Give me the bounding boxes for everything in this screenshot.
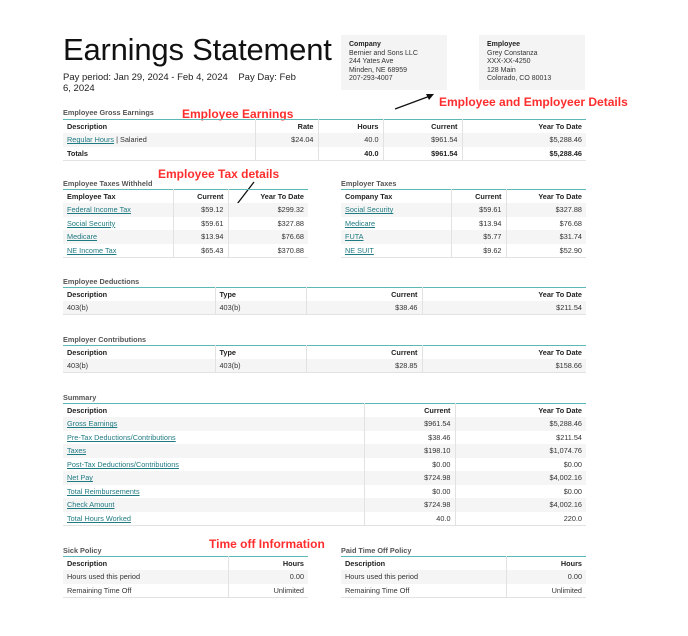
ne-suit-link[interactable]: NE SUIT xyxy=(345,245,374,255)
employee-taxes-table: Employee Tax Current Year To Date Federal Income Tax $59.12 $299.32 Social Security $59.61 $327.88 Medicare $13.94 $76.68 NE Income Tax $65.43 $370.88 xyxy=(63,189,308,258)
pto-policy-label: Paid Time Off Policy xyxy=(341,546,412,555)
company-heading: Company xyxy=(349,41,381,48)
federal-income-tax-link[interactable]: Federal Income Tax xyxy=(67,205,131,215)
table-row: Taxes $198.10 $1,074.76 xyxy=(63,444,586,458)
company-address1: 244 Yates Ave xyxy=(349,58,394,65)
employee-ssn: XXX-XX-4250 xyxy=(487,58,531,65)
gross-earnings-link[interactable]: Gross Earnings xyxy=(67,419,118,429)
table-row: Hours used this period 0.00 xyxy=(341,570,586,584)
pay-period-info xyxy=(63,72,303,94)
table-row: Medicare $13.94 $76.68 xyxy=(341,217,586,231)
table-row: Social Security $59.61 $327.88 xyxy=(63,217,308,231)
table-row: Federal Income Tax $59.12 $299.32 xyxy=(63,203,308,217)
pay-period: Pay period: Jan 29, 2024 - Feb 4, 2024 xyxy=(63,72,228,83)
table-row: Total Reimbursements $0.00 $0.00 xyxy=(63,485,586,499)
totals-row: Totals 40.0 $961.54 $5,288.46 xyxy=(63,147,586,161)
col-current: Current xyxy=(383,120,462,134)
col-ytd: Year To Date xyxy=(462,120,586,134)
pto-policy-table: Description Hours Hours used this period 0.00 Remaining Time Off Unlimited xyxy=(341,556,586,598)
table-row: Social Security $59.61 $327.88 xyxy=(341,203,586,217)
table-row: Hours used this period 0.00 xyxy=(63,570,308,584)
employee-taxes-label: Employee Taxes Withheld xyxy=(63,179,153,188)
employee-info-box xyxy=(479,35,585,90)
employee-address1: 128 Main xyxy=(487,66,516,74)
table-row: Net Pay $724.98 $4,002.16 xyxy=(63,471,586,485)
arrow-icon xyxy=(392,92,438,112)
table-row: Medicare $13.94 $76.68 xyxy=(63,230,308,244)
pre-tax-deductions-link[interactable]: Pre-Tax Deductions/Contributions xyxy=(67,432,176,442)
annotation-timeoff: Time off Information xyxy=(209,537,325,551)
futa-link[interactable]: FUTA xyxy=(345,232,364,242)
summary-label: Summary xyxy=(63,393,97,402)
taxes-link[interactable]: Taxes xyxy=(67,446,87,456)
employer-social-security-link[interactable]: Social Security xyxy=(345,205,394,215)
col-hours: Hours xyxy=(318,120,383,134)
total-hours-worked-link[interactable]: Total Hours Worked xyxy=(67,513,131,523)
company-address2: Minden, NE 68959 xyxy=(349,66,407,74)
table-row: Total Hours Worked 40.0 220.0 xyxy=(63,512,586,526)
employee-address2: Colorado, CO 80013 xyxy=(487,75,552,82)
company-phone: 207-293-4007 xyxy=(349,75,393,82)
net-pay-link[interactable]: Net Pay xyxy=(67,473,93,483)
annotation-earnings: Employee Earnings xyxy=(182,107,294,121)
contributions-table: Description Type Current Year To Date 403(b) 403(b) $28.85 $158.66 xyxy=(63,345,586,373)
employer-taxes-label: Employer Taxes xyxy=(341,179,397,188)
employee-name: Grey Constanza xyxy=(487,49,538,57)
table-row: Gross Earnings $961.54 $5,288.46 xyxy=(63,417,586,431)
table-row: 403(b) 403(b) $28.85 $158.66 xyxy=(63,359,586,373)
ne-income-tax-link[interactable]: NE Income Tax xyxy=(67,245,117,255)
regular-hours-link[interactable]: Regular Hours xyxy=(67,135,115,145)
table-row: Post-Tax Deductions/Contributions $0.00 $0.00 xyxy=(63,458,586,472)
employee-heading: Employee xyxy=(487,41,521,48)
deductions-label: Employee Deductions xyxy=(63,277,140,286)
deductions-table: Description Type Current Year To Date 403(b) 403(b) $38.46 $211.54 xyxy=(63,287,586,315)
post-tax-deductions-link[interactable]: Post-Tax Deductions/Contributions xyxy=(67,459,179,469)
table-row: 403(b) 403(b) $38.46 $211.54 xyxy=(63,301,586,315)
social-security-link[interactable]: Social Security xyxy=(67,218,116,228)
table-row: Check Amount $724.98 $4,002.16 xyxy=(63,498,586,512)
employer-medicare-link[interactable]: Medicare xyxy=(345,218,376,228)
check-amount-link[interactable]: Check Amount xyxy=(67,500,115,510)
pay-day: Pay Day: Feb 6, 2024 xyxy=(63,72,296,94)
sick-policy-label: Sick Policy xyxy=(63,546,102,555)
total-reimbursements-link[interactable]: Total Reimbursements xyxy=(67,486,140,496)
sick-policy-table: Description Hours Hours used this period 0.00 Remaining Time Off Unlimited xyxy=(63,556,308,598)
col-rate: Rate xyxy=(255,120,318,134)
medicare-link[interactable]: Medicare xyxy=(67,232,98,242)
table-row: Remaining Time Off Unlimited xyxy=(341,584,586,598)
annotation-details: Employee and Employeer Details xyxy=(439,95,628,109)
company-info-box xyxy=(341,35,447,90)
gross-earnings-label: Employee Gross Earnings xyxy=(63,108,154,117)
table-row: FUTA $5.77 $31.74 xyxy=(341,230,586,244)
col-description: Description xyxy=(67,122,108,131)
company-name: Bernier and Sons LLC xyxy=(349,49,418,57)
table-row: Regular Hours | Salaried $24.04 40.0 $961.54 $5,288.46 xyxy=(63,133,586,147)
contributions-label: Employer Contributions xyxy=(63,335,147,344)
employer-taxes-table: Company Tax Current Year To Date Social Security $59.61 $327.88 Medicare $13.94 $76.68 FUTA $5.77 $31.74 NE SUIT $9.62 $52.90 xyxy=(341,189,586,258)
table-row: NE Income Tax $65.43 $370.88 xyxy=(63,244,308,258)
table-row: Remaining Time Off Unlimited xyxy=(63,584,308,598)
annotation-tax: Employee Tax details xyxy=(158,167,280,181)
page-title: Earnings Statement xyxy=(63,32,332,67)
table-row: NE SUIT $9.62 $52.90 xyxy=(341,244,586,258)
summary-table: Description Current Year To Date Gross Earnings $961.54 $5,288.46 Pre-Tax Deductions/Contributions $38.46 $211.54 Taxes $198.10 $1,074.76 Post-Tax Deductions/Contributions $0.00 $0.00 Net Pay $724.98 $4,002.16 Total Reimbursements $0.00 $0.00 Check Amount $724.98 $4,002.16 Total Hours Worked 40.0 220.0 xyxy=(63,403,586,526)
gross-earnings-table xyxy=(63,119,586,161)
table-row: Pre-Tax Deductions/Contributions $38.46 $211.54 xyxy=(63,431,586,445)
